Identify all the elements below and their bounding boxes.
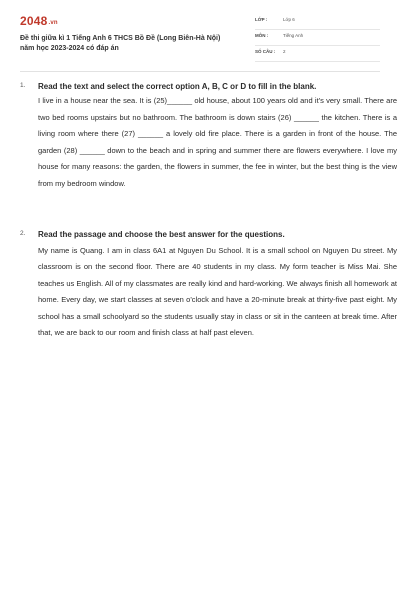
header-divider [20, 71, 380, 72]
logo-suffix: .vn [48, 20, 58, 26]
question-number: 2. [20, 230, 26, 237]
meta-value: Lớp 6 [283, 17, 295, 22]
meta-value: 2 [283, 49, 286, 54]
meta-value: Tiếng Anh [283, 33, 304, 38]
meta-key: MÔN : [255, 33, 269, 38]
question-passage: My name is Quang. I am in class 6A1 at Nguyen Du School. It is a small school on Nguyen Du street. My classroom is on the second floor. There are 40 students in my class. My form teacher is Miss Mai. She teaches us English. All of my classmates are really kind and hard-working. We always finish all homework at home. Every day, we start classes at seven o'clock and have a 20-minute break at thirty-five past eight. My school has a small schoolyard so the students usually stay in class or sit in the canteen at break time. After that, we are back to our room and finish class at half past eleven. [38, 246, 397, 338]
site-logo[interactable] [20, 14, 58, 28]
logo-text: 2048 [20, 14, 48, 28]
meta-key: LỚP : [255, 17, 268, 22]
question-number: 1. [20, 82, 26, 89]
question-passage: I live in a house near the sea. It is (25)______ old house, about 100 years old and it's very small. There are two bed rooms upstairs but no bathroom. The bathroom is down stairs (26) ______ the kitchen. There is a living room where there (27) ______ a lovely old fire place. There is a garden in front of the house. The garden (28) ______ down to the beach and in spring and summer there are flowers everywhere. I love my house for many reasons: the garden, the flowers in summer, the fee in winter, but the best thing is the view from my bedroom window. [38, 96, 397, 188]
meta-row-subject [255, 30, 380, 46]
question-instruction: Read the passage and choose the best answer for the questions. [38, 230, 285, 239]
metadata-box [255, 14, 380, 62]
document-header [20, 14, 380, 64]
meta-key: SỐ CÂU : [255, 49, 276, 54]
meta-row-question-count [255, 46, 380, 62]
question-instruction: Read the text and select the correct option A, B, C or D to fill in the blank. [38, 82, 317, 91]
meta-row-class [255, 14, 380, 30]
document-title: Đề thi giữa kì 1 Tiếng Anh 6 THCS Bồ Đề (Long Biên-Hà Nội) năm học 2023-2024 có đáp án [20, 35, 221, 52]
